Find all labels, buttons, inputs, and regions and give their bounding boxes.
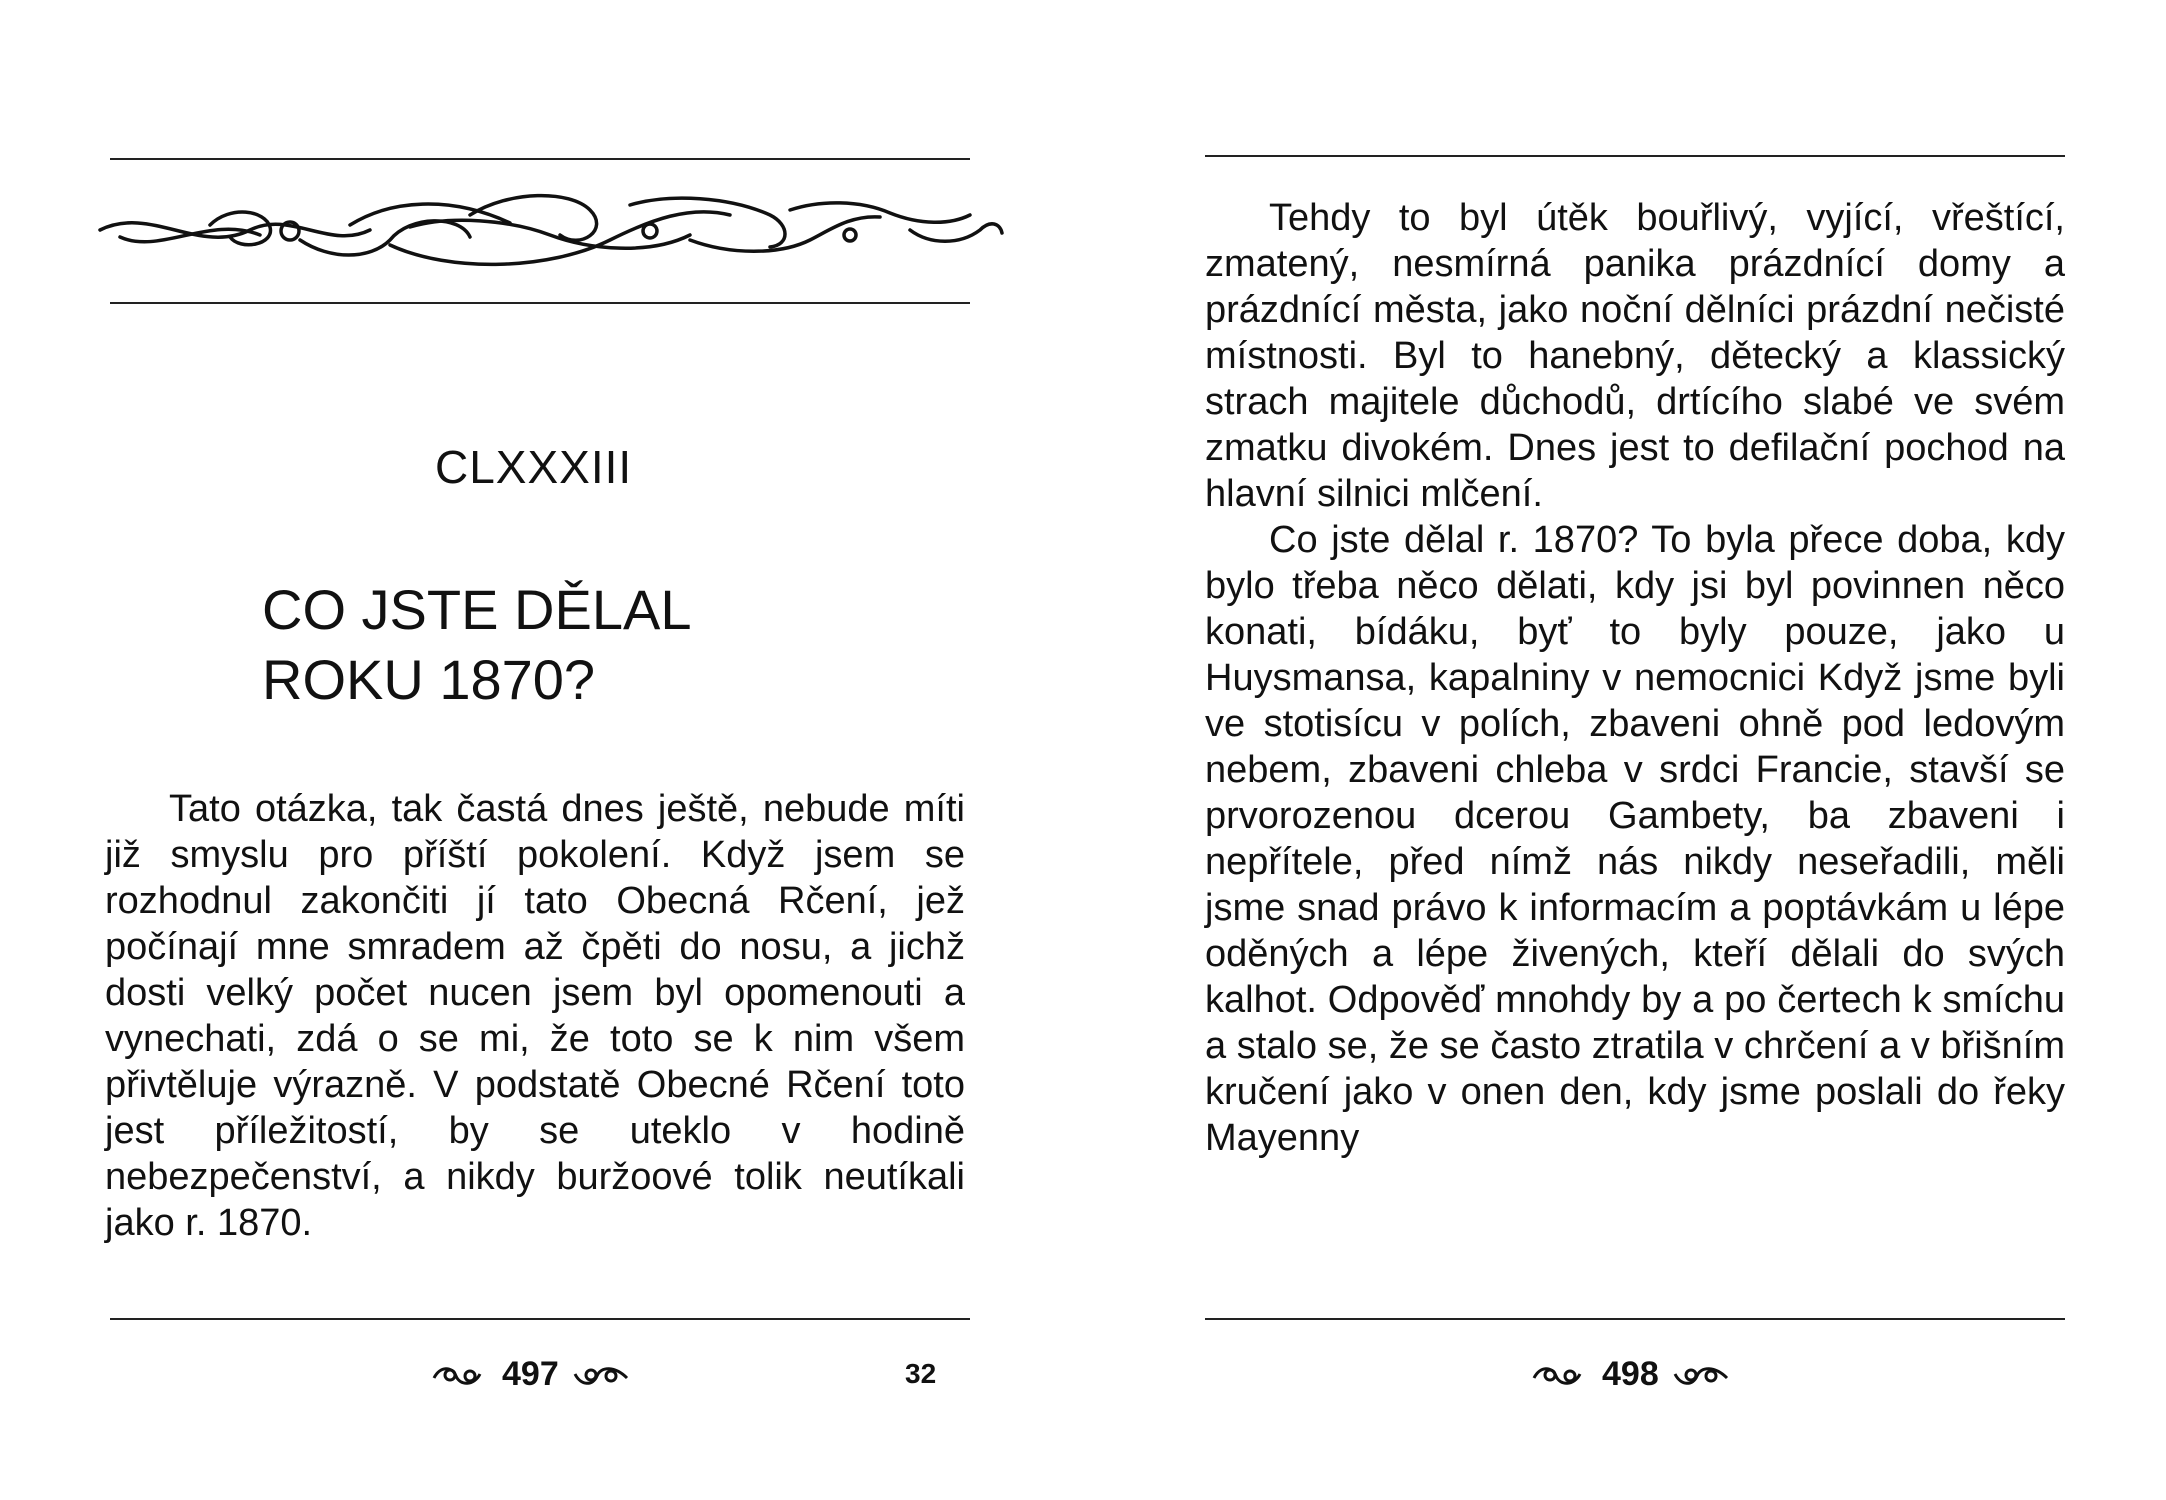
left-body-text bbox=[105, 786, 965, 1246]
chapter-title-line-1: CO JSTE DĚLAL bbox=[262, 578, 692, 641]
scroll-flourish-icon bbox=[1530, 1360, 1590, 1390]
right-paragraph-1: Tehdy to byl útěk bouřlivý, vyjící, vřeštící, zmatený, nesmírná panika prázdnící domy a prázdnící města, jako noční dělníci prázdní nečisté místnosti. Byl to hanebný, dětecký a klassický strach majitele důchodů, drtícího slabé ve svém zmatku divokém. Dnes jest to defilační pochod na hlavní silnici mlčení. bbox=[1205, 197, 2065, 515]
ornament-bottom-rule bbox=[110, 302, 970, 304]
scroll-flourish-icon bbox=[430, 1360, 490, 1390]
chapter-number: CLXXXIII bbox=[435, 441, 633, 493]
top-rule bbox=[110, 158, 970, 160]
page-number: 498 bbox=[1602, 1355, 1659, 1393]
right-body-text bbox=[1205, 195, 2065, 1161]
left-paragraph: Tato otázka, tak častá dnes ještě, nebude míti již smyslu pro příští pokolení. Když jsem se rozhodnul zakončiti jí tato Obecná Rčení, jež počínají mne smradem až čpěti do nosu, a jichž dosti velký počet nucen jsem byl opomenouti a vynechati, zdá o se mi, že toto se k nim všem přivtěluje výrazně. V podstatě Obecné Rčení toto jest příležitostí, by se uteklo v hodině nebezpečenství, a nikdy buržoové tolik neutíkali jako r. 1870. bbox=[105, 788, 965, 1244]
floral-ornament-icon bbox=[90, 185, 1010, 275]
right-footer-rule bbox=[1205, 1318, 2065, 1320]
page-number: 497 bbox=[502, 1355, 559, 1393]
scroll-flourish-icon bbox=[571, 1360, 631, 1390]
scroll-flourish-icon bbox=[1671, 1360, 1731, 1390]
right-paragraph-2: Co jste dělal r. 1870? To byla přece doba, kdy bylo třeba něco dělati, kdy jsi byl povinnen něco konati, bídáku, byť to byly pouze, jako u Huysmansa, kapalniny v nemocnici Když jsme byli ve stotisícu v polích, zbaveni ohně pod ledovým nebem, zbaveni chleba v srdci Francie, stavší se prvorozenou dcerou Gambety, ba zbaveni i nepřítele, před nímž nás nikdy neseřadili, měli jsme snad právo k informacím a poptávkám u lépe oděných a lépe živených, kteří dělali do svých kalhot. Odpověď mnohdy by a po čertech k smíchu a stalo se, že se často ztratila v chrčení a v břišním kručení jako v onen den, kdy jsme poslali do řeky Mayenny bbox=[1205, 519, 2065, 1159]
left-footer-rule bbox=[110, 1318, 970, 1320]
left-folio bbox=[430, 1355, 631, 1394]
right-top-rule bbox=[1205, 155, 2065, 157]
sheet-number: 32 bbox=[905, 1358, 937, 1389]
chapter-title-line-2: ROKU 1870? bbox=[262, 648, 596, 711]
chapter-title bbox=[262, 575, 691, 715]
right-folio bbox=[1530, 1355, 1731, 1394]
